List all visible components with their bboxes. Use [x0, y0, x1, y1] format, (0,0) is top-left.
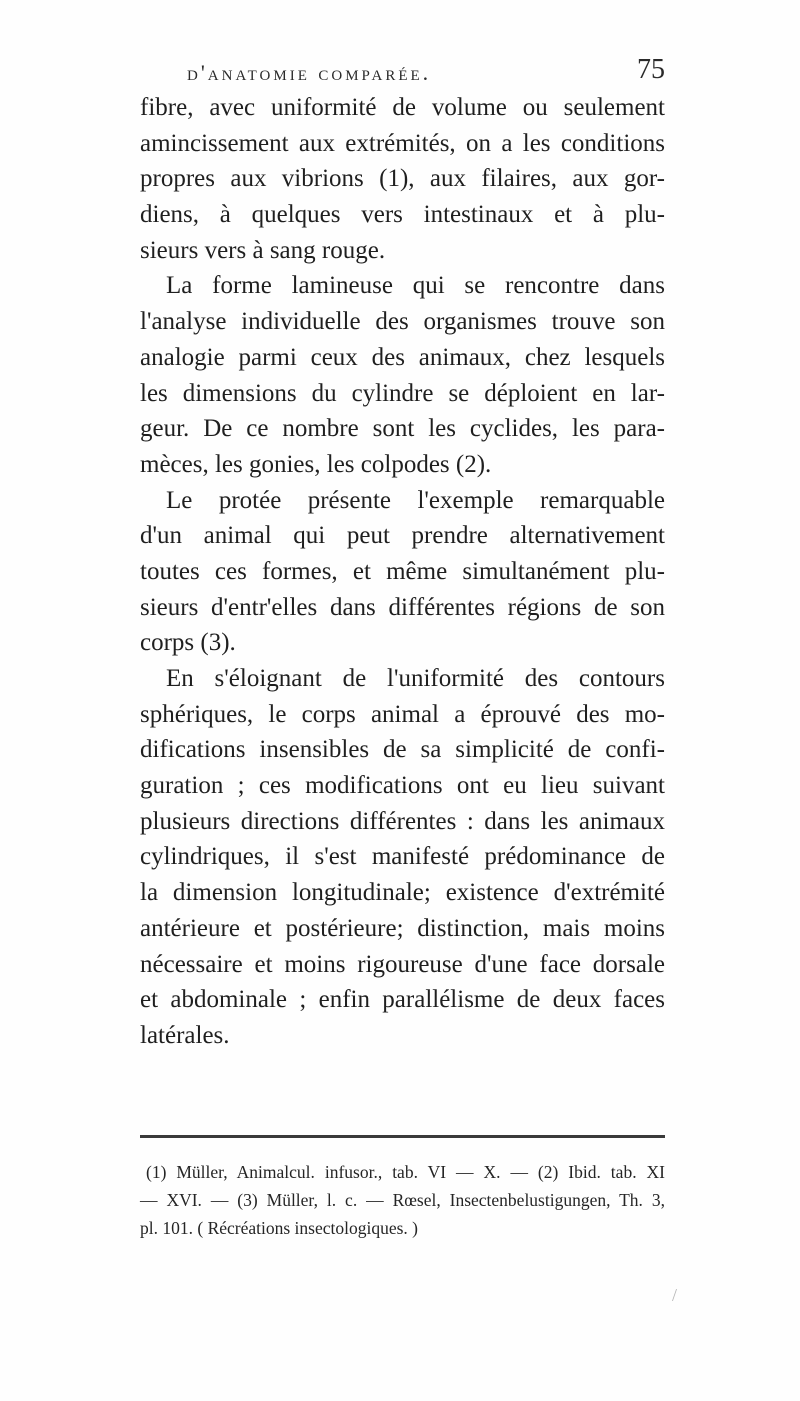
text-line: l'analyse individuelle des organismes trouve son	[140, 308, 665, 336]
text-line: les dimensions du cylindre se déploient en lar-	[140, 379, 665, 407]
body-text	[140, 90, 665, 1054]
text-line: toutes ces formes, et même simultanément plu-	[140, 557, 665, 585]
footnote-line: pl. 101. ( Récréations insectologiques. )	[140, 1218, 418, 1238]
text-line: et abdominale ; enfin parallélisme de deux faces	[140, 986, 665, 1014]
text-line: En s'éloignant de l'uniformité des contours	[166, 665, 665, 692]
text-line: d'un animal qui peut prendre alternativement	[140, 522, 665, 550]
text-line: corps (3).	[140, 629, 236, 657]
footnote-line: — XVI. — (3) Müller, l. c. — Rœsel, Insectenbelustigungen, Th. 3,	[140, 1190, 665, 1210]
running-head	[140, 54, 665, 90]
text-line: fibre, avec uniformité de volume ou seulement	[140, 94, 665, 121]
text-line: la dimension longitudinale; existence d'extrémité	[140, 879, 665, 907]
text-line: difications insensibles de sa simplicité de confi-	[140, 736, 665, 764]
text-line: cylindriques, il s'est manifesté prédominance de	[140, 843, 665, 871]
footnotes	[140, 1158, 665, 1242]
text-line: plusieurs directions différentes : dans les animaux	[140, 807, 665, 835]
running-title: d'anatomie comparée.	[187, 60, 432, 85]
text-line: analogie parmi ceux des animaux, chez lesquels	[140, 343, 665, 371]
text-line: Le protée présente l'exemple remarquable	[166, 486, 665, 514]
text-line: sphériques, le corps animal a éprouvé des mo-	[140, 700, 665, 728]
text-line: La forme lamineuse qui se rencontre dans	[166, 272, 665, 300]
text-line: sieurs vers à sang rouge.	[140, 236, 386, 264]
stray-pen-mark: /	[672, 1285, 678, 1305]
text-line: mèces, les gonies, les colpodes (2).	[140, 450, 492, 478]
text-line: nécessaire et moins rigoureuse d'une face dorsale	[140, 950, 665, 978]
text-line: propres aux vibrions (1), aux filaires, aux gor-	[140, 165, 665, 193]
text-line: sieurs d'entr'elles dans différentes régions de son	[140, 593, 665, 621]
text-line: antérieure et postérieure; distinction, mais moins	[140, 914, 665, 942]
text-line: amincissement aux extrémités, on a les conditions	[140, 129, 665, 157]
text-line: diens, à quelques vers intestinaux et à plu-	[140, 201, 665, 229]
page-number: 75	[637, 54, 665, 85]
text-line: geur. De ce nombre sont les cyclides, les para-	[140, 415, 665, 443]
footnote-line: (1) Müller, Animalcul. infusor., tab. VI — X. — (2) Ibid. tab. XI	[146, 1162, 665, 1182]
footnote-rule	[140, 1135, 665, 1138]
text-line: latérales.	[140, 1021, 230, 1049]
text-line: guration ; ces modifications ont eu lieu suivant	[140, 772, 665, 800]
